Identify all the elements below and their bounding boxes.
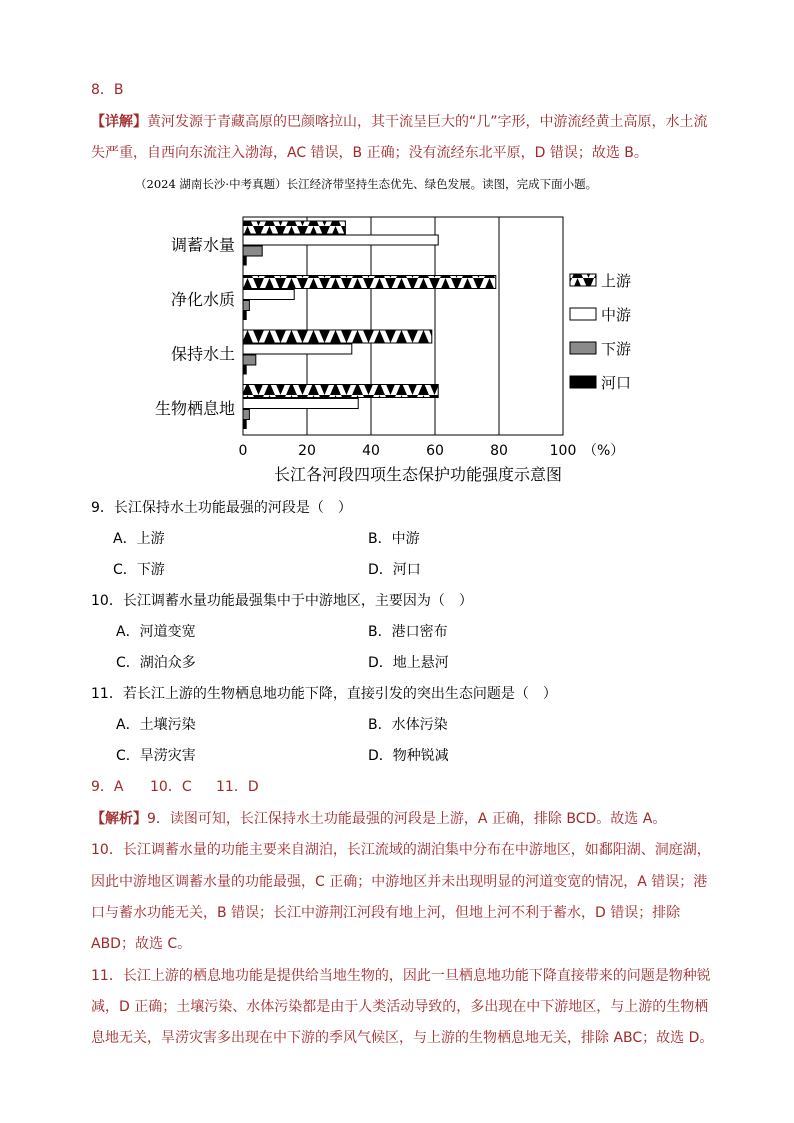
bar-chart [0,200,794,500]
question-intro: （2024 湖南长沙·中考真题）长江经济带坚持生态优先、绿色发展。读图，完成下面小题。 [135,177,598,191]
analysis-10-line-4: ABD；故选 C。 [91,936,192,952]
analysis-tag: 【解析】 [91,811,147,827]
downstream-bar [243,410,249,420]
detail-8-text-1: 黄河发源于青藏高原的巴颜喀拉山，其干流呈巨大的“几”字形，中游流经黄土高原，水土流 [147,114,708,130]
midstream-bar [243,399,358,409]
x-axis-unit: （%） [583,443,625,459]
answer-11: 11．D [216,779,259,795]
q11-option-d[interactable]: D．物种锐减 [368,748,449,764]
question-11-stem: 11．若长江上游的生物栖息地功能下降，直接引发的突出生态问题是（ ） [91,686,557,702]
legend-downstream-label: 下游 [601,340,632,358]
x-tick-label: 60 [426,443,444,459]
analysis-11-line-3: 息地无关，旱涝灾害多出现在中下游的季风气候区，与上游的生物栖息地无关，排除 ABC；故选 D。 [91,1030,714,1046]
q10-option-d[interactable]: D．地上悬河 [368,655,449,671]
q10-option-c[interactable]: C．湖泊众多 [116,655,196,671]
detail-8-line-1 [91,112,708,132]
legend-midstream-label: 中游 [601,306,632,324]
category-label: 净化水质 [170,289,235,309]
downstream-bar [243,355,256,365]
q11-option-c[interactable]: C．旱涝灾害 [116,748,196,764]
detail-8-line-2: 失严重，自西向东流注入渤海，AC 错误，B 正确；没有流经东北平原，D 错误；故选 B。 [91,145,648,161]
detail-tag: 【详解】 [91,114,147,130]
analysis-11-line-2: 减，D 正确；土壤污染、水体污染都是由于人类活动导致的，多出现在中下游地区，与上游的生物栖 [91,999,709,1015]
q9-option-a[interactable]: A．上游 [113,531,165,547]
estuary-bar [243,257,246,265]
category-label: 生物栖息地 [154,398,235,418]
answer-8: 8．B [91,82,124,98]
estuary-bar [243,421,246,429]
q11-option-b[interactable]: B．水体污染 [368,717,448,733]
q9-option-c[interactable]: C．下游 [113,562,165,578]
q11-option-a[interactable]: A．土壤污染 [116,717,196,733]
answer-10: 10．C [150,779,192,795]
x-tick-label: 100 [549,443,577,459]
x-tick-label: 0 [238,443,248,459]
downstream-bar [243,301,249,311]
chart-title: 长江各河段四项生态保护功能强度示意图 [273,465,563,484]
x-tick-label: 20 [298,443,316,459]
legend-downstream-swatch [570,342,596,354]
upstream-bar [243,221,345,234]
category-label: 保持水土 [170,344,235,364]
legend-estuary-swatch [570,376,596,388]
analysis-10-line-2: 因此中游地区调蓄水量的功能最强，C 正确；中游地区并未出现明显的河道变宽的情况，A 错误；港 [91,874,708,890]
analysis-9-text: 9．读图可知，长江保持水土功能最强的河段是上游，A 正确，排除 BCD。故选 A。 [147,811,667,827]
midstream-bar [243,290,294,300]
analysis-10-line-1: 10．长江调蓄水量的功能主要来自湖泊，长江流域的湖泊集中分布在中游地区，如鄱阳湖、洞庭湖， [91,842,711,858]
q9-option-b[interactable]: B．中游 [368,531,420,547]
q10-option-b[interactable]: B．港口密布 [368,624,448,640]
legend-upstream-swatch [570,274,596,286]
x-tick-label: 80 [490,443,508,459]
legend-midstream-swatch [570,308,596,320]
answer-9: 9．A [91,779,124,795]
estuary-bar [243,312,246,320]
downstream-bar [243,246,262,256]
estuary-bar [243,366,246,374]
question-10-stem: 10．长江调蓄水量功能最强集中于中游地区，主要因为（ ） [91,593,473,609]
analysis-9 [91,809,666,829]
midstream-bar [243,344,352,354]
midstream-bar [243,235,438,245]
x-tick-label: 40 [362,443,380,459]
upstream-bar [243,330,432,343]
q9-option-d[interactable]: D．河口 [368,562,421,578]
category-label: 调蓄水量 [170,235,235,255]
analysis-10-line-3: 口与蓄水功能无关，B 错误；长江中游荆江河段有地上河，但地上河不利于蓄水，D 错误；排除 [91,905,681,921]
upstream-bar [243,276,496,289]
legend-upstream-label: 上游 [601,272,632,290]
q10-option-a[interactable]: A．河道变宽 [116,624,196,640]
upstream-bar [243,385,438,398]
question-9-stem: 9．长江保持水土功能最强的河段是（ ） [91,500,352,516]
legend-estuary-label: 河口 [601,374,632,392]
analysis-11-line-1: 11．长江上游的栖息地功能是提供给当地生物的，因此一旦栖息地功能下降直接带来的问题是物种锐 [91,968,711,984]
